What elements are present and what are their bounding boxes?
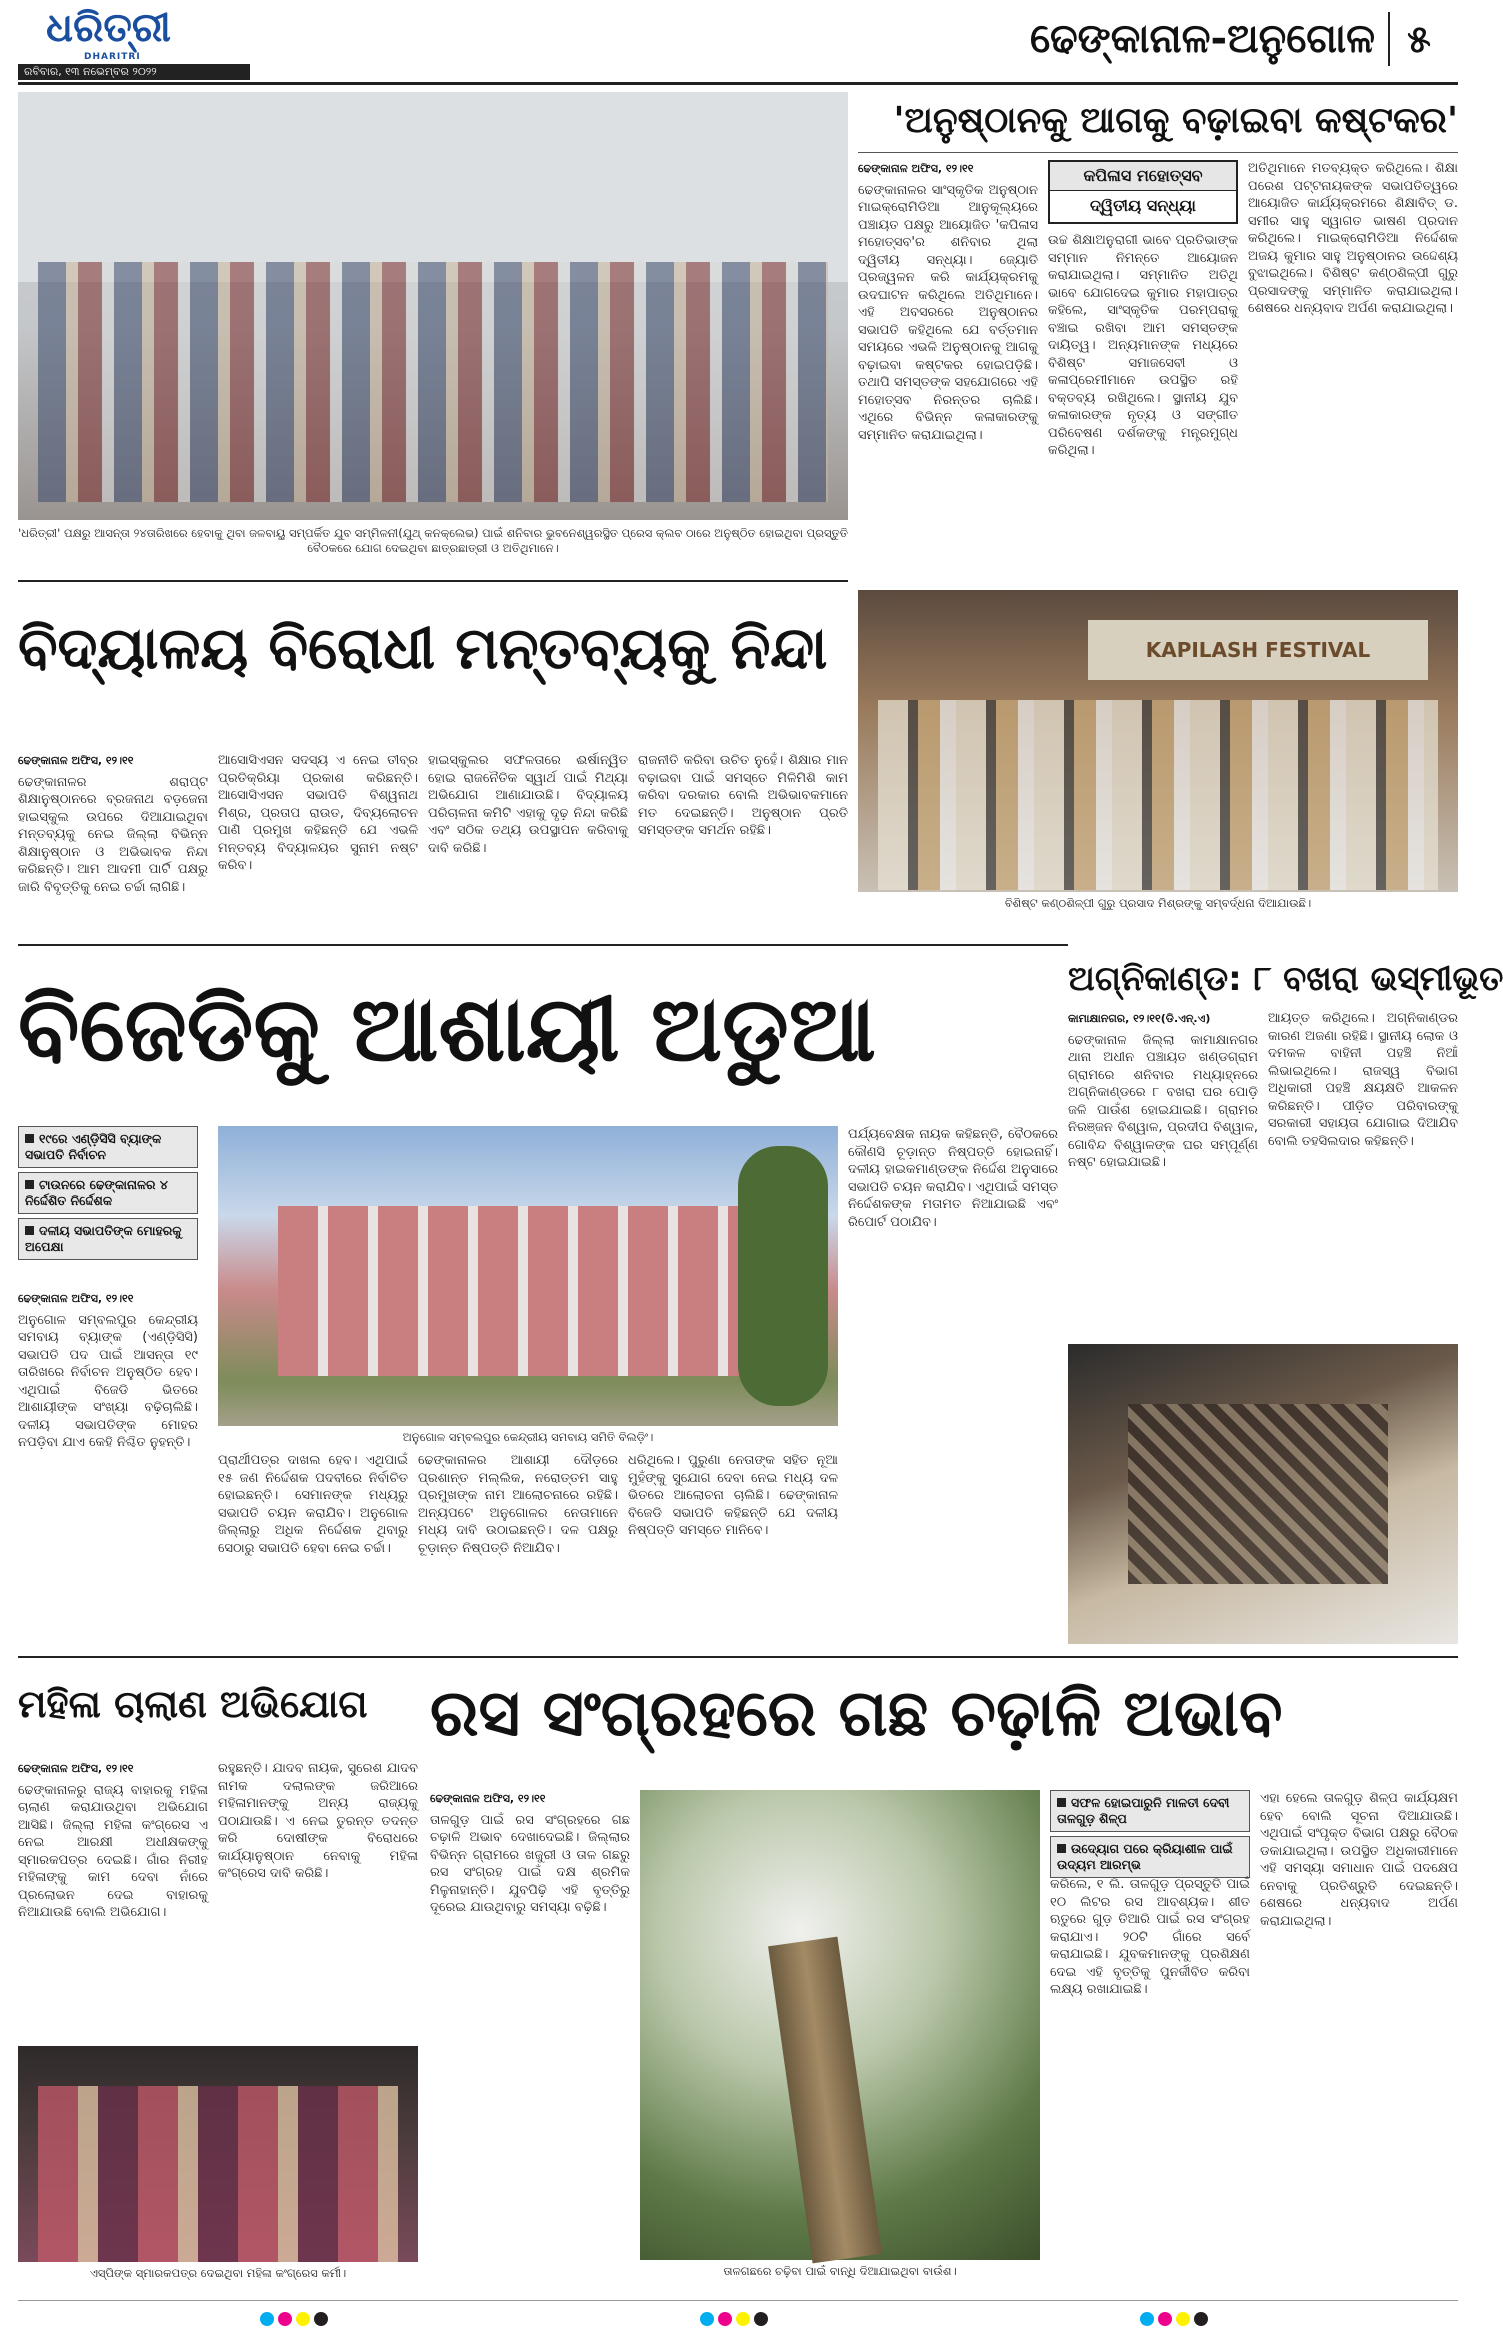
group-photo-caption: 'ଧରିତ୍ରୀ' ପକ୍ଷରୁ ଆସନ୍ତା ୨୪ତାରିଖରେ ହେବାକୁ ଥିବା ଜଳବାୟୁ ସମ୍ପର୍କିତ ଯୁବ ସମ୍ମିଳନୀ(ଯୁଥ୍ କନକ୍ଲେଭ) ପାଇଁ ଶନିବାର ଭୁବନେଶ୍ୱରସ୍ଥିତ ପ୍ରେସ କ୍ଲବ ଠାରେ ଅନୁଷ୍ଠିତ ହୋଇଥିବା ପ୍ରସ୍ତୁତି ବୈଠକରେ ଯୋଗ ଦେଇଥିବା ଛାତ୍ରଛାତ୍ରୀ ଓ ଅତିଥିମାନେ। (18, 526, 848, 555)
fire-dateline: କାମାକ୍ଷାନଗର, ୧୨।୧୧(ଡି.ଏନ୍.ଏ) (1068, 1012, 1211, 1025)
logo: ଧରିତ୍ରୀ (46, 4, 171, 51)
school-top-rule (18, 580, 848, 582)
building-trees (738, 1146, 828, 1406)
swatch-cyan (260, 2312, 274, 2326)
women-col-1: ଢେଙ୍କାନାଳ ଅଫିସ, ୧୨।୧୧ ଢେଙ୍କାନାଳରୁ ରାଜ୍ୟ ବାହାରକୁ ମହିଳା ଚାଲାଣ କରାଯାଉଥିବା ଅଭିଯୋଗ ଆସିଛି। ଜିଲ୍ଲା ମହିଳା କଂଗ୍ରେସ ଏ ନେଇ ଆରକ୍ଷୀ ଅଧୀକ୍ଷକଙ୍କୁ ସ୍ମାରକପତ୍ର ଦେଇଛି। ଗାଁର ନିରୀହ ମହିଳାଙ୍କୁ କାମ ଦେବା ନାଁରେ ପ୍ରଲୋଭନ ଦେଇ ବାହାରକୁ ନିଆଯାଉଛି ବୋଲି ଅଭିଯୋଗ। (18, 1762, 208, 1920)
sap-bullet-1: ସଫଳ ହୋଇପାରୁନି ମାଳତୀ ଦେବୀ ତାଳଗୁଡ଼ ଶିଳ୍ପ (1050, 1790, 1250, 1832)
festival-rule (858, 152, 1458, 153)
group-photo (18, 92, 848, 520)
people-row (38, 262, 828, 502)
festival-dateline: ଢେଙ୍କାନାଳ ଅଫିସ, ୧୨।୧୧ (858, 162, 974, 175)
bjd-bullet-2: ଟାଉନରେ ଢେଙ୍କାନାଳର ୪ ନିର୍ଦ୍ଦେଶିତ ନିର୍ଦ୍ଦେଶକ (18, 1172, 198, 1214)
school-headline: ବିଦ୍ୟାଳୟ ବିରୋଧୀ ମନ୍ତବ୍ୟକୁ ନିନ୍ଦା (18, 614, 828, 682)
masthead-rule (18, 82, 1458, 85)
masthead (0, 0, 1477, 78)
footer (0, 2300, 1477, 2339)
women-group (38, 2086, 398, 2262)
festival-photo (858, 590, 1458, 892)
fire-photo (1068, 1344, 1458, 1644)
bjd-col-5: ପର୍ଯ୍ୟବେକ୍ଷକ ନାୟକ କହିଛନ୍ତି, ବୈଠକରେ କୌଣସି ଚୂଡ଼ାନ୍ତ ନିଷ୍ପତ୍ତି ହୋଇନାହିଁ। ଦଳୀୟ ହାଇକମାଣ୍ଡଙ୍କ ନିର୍ଦ୍ଦେଶ ଅନୁସାରେ ସଭାପତି ଚୟନ କରାଯିବ। ଏଥିପାଇଁ ସମସ୍ତ ନିର୍ଦ୍ଦେଶକଙ୍କ ମତାମତ ନିଆଯାଇଛି ଏବଂ ରିପୋର୍ଟ ପଠାଯିବ। (848, 1127, 1058, 1230)
bjd-bullets (18, 1126, 198, 1260)
sap-dateline: ଢେଙ୍କାନାଳ ଅଫିସ, ୧୨।୧୧ (430, 1792, 546, 1805)
bjd-col-2: ପ୍ରାର୍ଥୀପତ୍ର ଦାଖଲ ହେବ। ଏଥିପାଇଁ ୧୫ ଜଣ ନିର୍ଦ୍ଦେଶକ ପଦବୀରେ ନିର୍ବାଚିତ ହୋଇଛନ୍ତି। ସେମାନଙ୍କ ମଧ୍ୟରୁ ସଭାପତି ଚୟନ କରାଯିବ। ଅନୁଗୋଳ ଜିଲ୍ଲାରୁ ଅଧିକ ନିର୍ଦ୍ଦେଶକ ଥିବାରୁ ସେଠାରୁ ସଭାପତି ହେବା ନେଇ ଚର୍ଚ୍ଚା। (218, 1453, 408, 1556)
women-top-rule (18, 1656, 1458, 1658)
sap-col-1: ଢେଙ୍କାନାଳ ଅଫିସ, ୧୨।୧୧ ତାଳଗୁଡ଼ ପାଇଁ ରସ ସଂଗ୍ରହରେ ଗଛ ଚଢ଼ାଳି ଅଭାବ ଦେଖାଦେଇଛି। ଜିଲ୍ଲାର ବିଭିନ୍ନ ଗ୍ରାମରେ ଖଜୁରୀ ଓ ତାଳ ଗଛରୁ ରସ ସଂଗ୍ରହ ପାଇଁ ଦକ୍ଷ ଶ୍ରମିକ ମିଳୁନାହାନ୍ତି। ଯୁବପିଢ଼ି ଏହି ବୃତ୍ତିରୁ ଦୂରେଇ ଯାଉଥିବାରୁ ସମସ୍ୟା ବଢ଼ିଛି। (430, 1792, 630, 1915)
swatch-yellow (1176, 2312, 1190, 2326)
bjd-dateline: ଢେଙ୍କାନାଳ ଅଫିସ, ୧୨।୧୧ (18, 1292, 134, 1305)
swatch-magenta (1158, 2312, 1172, 2326)
women-photo (18, 2046, 418, 2262)
festival-col-3: ଅତିଥିମାନେ ମତବ୍ୟକ୍ତ କରିଥିଲେ। ଶିକ୍ଷା ପରେଶ ପଟ୍ଟନାୟକଙ୍କ ସଭାପତିତ୍ୱରେ ଆୟୋଜିତ କାର୍ଯ୍ୟକ୍ରମରେ ଶିକ୍ଷାବିତ୍ ଡ. ସମୀର ସାହୁ ସ୍ୱାଗତ ଭାଷଣ ପ୍ରଦାନ କରିଥିଲେ। ମାଇକ୍ରୋମିଡିଆ ନିର୍ଦ୍ଦେଶକ ଅଜୟ କୁମାର ସାହୁ ଅନୁଷ୍ଠାନର ଉଦ୍ଦେଶ୍ୟ ବୁଝାଇଥିଲେ। ବିଶିଷ୍ଟ କଣ୍ଠଶିଳ୍ପୀ ଗୁରୁ ପ୍ରସାଦଙ୍କୁ ସମ୍ମାନିତ କରାଯାଇଥିଲା। ଶେଷରେ ଧନ୍ୟବାଦ ଅର୍ପଣ କରାଯାଇଥିଲା। (1248, 161, 1458, 316)
bjd-top-rule (18, 944, 1068, 946)
festival-photo-caption: ବିଶିଷ୍ଟ କଣ୍ଠଶିଳ୍ପୀ ଗୁରୁ ପ୍ରସାଦ ମିଶ୍ରଙ୍କୁ ସମ୍ବର୍ଦ୍ଧନା ଦିଆଯାଉଛି। (1004, 896, 1312, 910)
bjd-headline: ବିଜେଡିକୁ ଆଶାୟୀ ଅଡୁଆ (18, 977, 876, 1082)
women-photo-caption: ଏସ୍‌ପିଙ୍କ ସ୍ମାରକପତ୍ର ଦେଇଥିବା ମହିଳା କଂଗ୍ରେସ କର୍ମୀ। (89, 2266, 347, 2280)
palm-tree-photo (640, 1790, 1040, 2260)
burnt-roof (1128, 1404, 1388, 1584)
school-col-2: ଆସୋସିଏସନ ସଦସ୍ୟ ଏ ନେଇ ତୀବ୍ର ପ୍ରତିକ୍ରିୟା ପ୍ରକାଶ କରିଛନ୍ତି। ଆସୋସିଏସନ ସଭାପତି ବିଶ୍ୱନାଥ ମିଶ୍ର, ପ୍ରତାପ ରାଉତ, ଦିବ୍ୟଲୋଚନ ପାଣି ପ୍ରମୁଖ କହିଛନ୍ତି ଯେ ଏଭଳି ମନ୍ତବ୍ୟ ବିଦ୍ୟାଳୟର ସୁନାମ ନଷ୍ଟ କରିବ। (218, 753, 418, 873)
section-title: ଢେଙ୍କାନାଳ-ଅନୁଗୋଳ (1029, 16, 1375, 62)
swatch-cyan (1140, 2312, 1154, 2326)
fire-headline: ଅଗ୍ନିକାଣ୍ଡ: ୮ ବଖରା ଭସ୍ମୀଭୂତ (1068, 959, 1503, 999)
sap-bullets (1050, 1790, 1250, 1878)
festival-col-1: ଢେଙ୍କାନାଳ ଅଫିସ, ୧୨।୧୧ ଢେଙ୍କାନାଳର ସାଂସ୍କୃତିକ ଅନୁଷ୍ଠାନ ମାଇକ୍ରୋମିଡିଆ ଆନୁକୂଲ୍ୟରେ ପଞ୍ଚାୟତ ପକ୍ଷରୁ ଆୟୋଜିତ 'କପିଳାସ ମହୋତ୍ସବ'ର ଶନିବାର ଥିଲା ଦ୍ୱିତୀୟ ସନ୍ଧ୍ୟା। ଜ୍ୟୋତି ପ୍ରଜ୍ୱଳନ କରି କାର୍ଯ୍ୟକ୍ରମକୁ ଉଦଘାଟନ କରିଥିଲେ ଅତିଥିମାନେ। ଏହି ଅବସରରେ ଅନୁଷ୍ଠାନର ସଭାପତି କହିଥିଲେ ଯେ ବର୍ତ୍ତମାନ ସମୟରେ ଏଭଳି ଅନୁଷ୍ଠାନକୁ ଆଗକୁ ବଢ଼ାଇବା କଷ୍ଟକର ହୋଇପଡ଼ିଛି। ତଥାପି ସମସ୍ତଙ୍କ ସହଯୋଗରେ ଏହି ମହୋତ୍ସବ ନିରନ୍ତର ଚାଲିଛି। ଏଥିରେ ବିଭିନ୍ନ କଳାକାରଙ୍କୁ ସମ୍ମାନିତ କରାଯାଇଥିଲା। (858, 162, 1038, 443)
swatch-black (754, 2312, 768, 2326)
footer-rule (18, 2300, 1458, 2301)
women-dateline: ଢେଙ୍କାନାଳ ଅଫିସ, ୧୨।୧୧ (18, 1762, 134, 1775)
color-swatches-right (1140, 2312, 1220, 2328)
women-headline: ମହିଳା ଚାଲାଣ ଅଭିଯୋଗ (18, 1682, 368, 1726)
palm-photo-caption: ତାଳଗଛରେ ଚଢ଼ିବା ପାଇଁ ବାନ୍ଧି ଦିଆଯାଇଥିବା ବାଉଁଶ। (723, 2264, 957, 2278)
fire-col-2: ଆୟତ୍ତ କରିଥିଲେ। ଅଗ୍ନିକାଣ୍ଡର କାରଣ ଅଜଣା ରହିଛି। ସ୍ଥାନୀୟ ଲୋକ ଓ ଦମକଳ ବାହିନୀ ପହଞ୍ଚି ନିଆଁ ଲିଭାଇଥିଲେ। ରାଜସ୍ୱ ବିଭାଗ ଅଧିକାରୀ ପହଞ୍ଚି କ୍ଷୟକ୍ଷତି ଆକଳନ କରିଛନ୍ତି। ପୀଡ଼ିତ ପରିବାରଙ୍କୁ ସରକାରୀ ସହାୟତା ଯୋଗାଇ ଦିଆଯିବ ବୋଲି ତହସିଲଦାର କହିଛନ୍ତି। (1268, 1011, 1458, 1149)
festival-people (878, 700, 1438, 890)
bjd-col-4: ଧରିଥିଲେ। ପୁରୁଣା ନେତାଙ୍କ ସହିତ ନୂଆ ମୁହଁଙ୍କୁ ସୁଯୋଗ ଦେବା ନେଇ ମଧ୍ୟ ଦଳ ଭିତରେ ଆଲୋଚନା ଚାଲିଛି। ଢେଙ୍କାନାଳ ବିଜେଡି ସଭାପତି କହିଛନ୍ତି ଯେ ଦଳୀୟ ନିଷ୍ପତ୍ତି ସମସ୍ତେ ମାନିବେ। (628, 1453, 838, 1538)
masthead-date: ରବିବାର, ୧୩ ନଭେମ୍ବର ୨୦୨୨ (24, 65, 157, 78)
sap-col-2: କରିଲେ, ୧ ଲି. ତାଳଗୁଡ଼ ପ୍ରସ୍ତୁତି ପାଇଁ ୧୦ ଲିଟର ରସ ଆବଶ୍ୟକ। ଶୀତ ଋତୁରେ ଗୁଡ଼ ତିଆରି ପାଇଁ ରସ ସଂଗ୍ରହ କରାଯାଏ। ୨୦ଟି ଗାଁରେ ସର୍ବେ କରାଯାଇଛି। ଯୁବକମାନଙ୍କୁ ପ୍ରଶିକ୍ଷଣ ଦେଇ ଏହି ବୃତ୍ତିକୁ ପୁନର୍ଜୀବିତ କରିବା ଲକ୍ଷ୍ୟ ରଖାଯାଇଛି। (1050, 1877, 1250, 1997)
bjd-col-3: ଢେଙ୍କାନାଳର ଆଶାୟୀ ଦୌଡ଼ରେ ପ୍ରଶାନ୍ତ ମଲ୍ଲିକ, ନରୋତ୍ତମ ସାହୁ ପ୍ରମୁଖଙ୍କ ନାମ ଆଲୋଚନାରେ ରହିଛି। ଅନ୍ୟପଟେ ଅନୁଗୋଳର ନେତାମାନେ ମଧ୍ୟ ଦାବି ଉଠାଇଛନ୍ତି। ଦଳ ପକ୍ଷରୁ ଚୂଡ଼ାନ୍ତ ନିଷ୍ପତ୍ତି ନିଆଯିବ। (418, 1453, 618, 1556)
color-swatches-center (700, 2312, 780, 2328)
swatch-cyan (700, 2312, 714, 2326)
masthead-date-bar (18, 64, 250, 80)
sap-col-3: ଏହା ହେଲେ ତାଳଗୁଡ଼ ଶିଳ୍ପ କାର୍ଯ୍ୟକ୍ଷମ ହେବ ବୋଲି ସୂଚନା ଦିଆଯାଉଛି। ଏଥିପାଇଁ ସଂପୃକ୍ତ ବିଭାଗ ପକ୍ଷରୁ ବୈଠକ ଡକାଯାଇଥିଲା। ଉପସ୍ଥିତ ଅଧିକାରୀମାନେ ଏହି ସମସ୍ୟା ସମାଧାନ ପାଇଁ ପଦକ୍ଷେପ ନେବାକୁ ପ୍ରତିଶ୍ରୁତି ଦେଇଛନ୍ତି। ଶେଷରେ ଧନ୍ୟବାଦ ଅର୍ପଣ କରାଯାଇଥିଲା। (1260, 1791, 1458, 1929)
bank-photo-caption: ଅନୁଗୋଳ ସମ୍ବଲପୁର କେନ୍ଦ୍ରୀୟ ସମବାୟ ସମିତି ବିଲଡ଼ିଂ। (402, 1430, 654, 1444)
logo-subtitle: DHARITRI (84, 52, 141, 62)
festival-col-2: ଉଚ୍ଚ ଶିକ୍ଷାଅନୁରାଗୀ ଭାବେ ପ୍ରତିଭାଙ୍କ ସମ୍ମାନ ନିମନ୍ତେ ଆୟୋଜନ କରାଯାଇଥିଲା। ସମ୍ମାନିତ ଅତିଥି ଭାବେ ଯୋଗଦେଇ କୁମାର ମହାପାତ୍ର କହିଲେ, ସାଂସ୍କୃତିକ ପରମ୍ପରାକୁ ବଞ୍ଚାଇ ରଖିବା ଆମ ସମସ୍ତଙ୍କ ଦାୟିତ୍ୱ। ଅନ୍ୟମାନଙ୍କ ମଧ୍ୟରେ ବିଶିଷ୍ଟ ସମାଜସେବୀ ଓ କଳାପ୍ରେମୀମାନେ ଉପସ୍ଥିତ ରହି ବକ୍ତବ୍ୟ ରଖିଥିଲେ। ସ୍ଥାନୀୟ ଯୁବ କଳାକାରଙ୍କ ନୃତ୍ୟ ଓ ସଙ୍ଗୀତ ପରିବେଷଣ ଦର୍ଶକଙ୍କୁ ମନ୍ତ୍ରମୁଗ୍ଧ କରିଥିଲା। (1048, 233, 1238, 458)
swatch-magenta (278, 2312, 292, 2326)
festival-box-subtitle: ଦ୍ୱିତୀୟ ସନ୍ଧ୍ୟା (1090, 196, 1196, 215)
school-col-3: ହାଇସ୍କୁଲର ସଫଳତାରେ ଈର୍ଷାନ୍ୱିତ ହୋଇ ରାଜନୈତିକ ସ୍ୱାର୍ଥ ପାଇଁ ମିଥ୍ୟା ଅଭିଯୋଗ ଆଣାଯାଉଛି। ବିଦ୍ୟାଳୟ ପରିଚାଳନା କମିଟି ଏହାକୁ ଦୃଢ଼ ନିନ୍ଦା କରିଛି ଏବଂ ସଠିକ ତଥ୍ୟ ଉପସ୍ଥାପନ କରିବାକୁ ଦାବି କରିଛି। (428, 753, 628, 856)
festival-headline: 'ଅନୁଷ୍ଠାନକୁ ଆଗକୁ ବଢ଼ାଇବା କଷ୍ଟକର' (893, 100, 1458, 141)
bjd-bullet-3: ଦଳୀୟ ସଭାପତିଙ୍କ ମୋହରକୁ ଅପେକ୍ଷା (18, 1218, 198, 1260)
swatch-black (314, 2312, 328, 2326)
festival-box (1048, 160, 1238, 224)
school-col-4: ରାଜନୀତି କରିବା ଉଚିତ ନୁହେଁ। ଶିକ୍ଷାର ମାନ ବଢ଼ାଇବା ପାଇଁ ସମସ୍ତେ ମିଳିମିଶି କାମ କରିବା ଦରକାର ବୋଲି ଅଭିଭାବକମାନେ ମତ ଦେଇଛନ୍ତି। ଅନୁଷ୍ଠାନ ପ୍ରତି ସମସ୍ତଙ୍କ ସମର୍ଥନ ରହିଛି। (638, 753, 848, 838)
page-number: ୫ (1388, 12, 1448, 66)
swatch-yellow (736, 2312, 750, 2326)
sap-headline: ରସ ସଂଗ୍ରହରେ ଗଛ ଚଢ଼ାଳି ଅଭାବ (430, 1677, 1283, 1751)
color-swatches-left (260, 2312, 340, 2328)
sap-bullet-2: ଉଦ୍ୟୋଗ ପରେ କ୍ରିୟାଶୀଳ ପାଇଁ ଉଦ୍ୟମ ଆରମ୍ଭ (1050, 1836, 1250, 1878)
festival-banner: KAPILASH FESTIVAL (1088, 620, 1428, 680)
bank-building-photo (218, 1126, 838, 1426)
school-col-1: ଢେଙ୍କାନାଳ ଅଫିସ, ୧୨।୧୧ ଢେଙ୍କାନାଳର ଶରାପ୍ଟ ଶିକ୍ଷାନୁଷ୍ଠାନରେ ବ୍ରଜନାଥ ବଡ଼ଜେନା ହାଇସ୍କୁଲ ଉପରେ ଦିଆଯାଇଥିବା ମନ୍ତବ୍ୟକୁ ନେଇ ଜିଲ୍ଲା ବିଭିନ୍ନ ଶିକ୍ଷାନୁଷ୍ଠାନ ଓ ଅଭିଭାବକ ନିନ୍ଦା କରିଛନ୍ତି। ଆମ ଆଦମୀ ପାର୍ଟି ପକ୍ଷରୁ ଜାରି ବିବୃତ୍ତିକୁ ନେଇ ଚର୍ଚ୍ଚା ଲାଗିଛି। (18, 754, 208, 895)
women-col-2: ରହୁଛନ୍ତି। ଯାଦବ ନାୟକ, ସୁରେଶ ଯାଦବ ନାମକ ଦଲାଲଙ୍କ ଜରିଆରେ ମହିଳାମାନଙ୍କୁ ଅନ୍ୟ ରାଜ୍ୟକୁ ପଠାଯାଉଛି। ଏ ନେଇ ତୁରନ୍ତ ତଦନ୍ତ କରି ଦୋଷୀଙ୍କ ବିରୋଧରେ କାର୍ଯ୍ୟାନୁଷ୍ଠାନ ନେବାକୁ ମହିଳା କଂଗ୍ରେସ ଦାବି କରିଛି। (218, 1761, 418, 1881)
fire-col-1: କାମାକ୍ଷାନଗର, ୧୨।୧୧(ଡି.ଏନ୍.ଏ) ଢେଙ୍କାନାଳ ଜିଲ୍ଲା କାମାକ୍ଷାନଗର ଥାନା ଅଧୀନ ପଞ୍ଚାୟତ ଖଣ୍ଡଗ୍ରାମ ଗ୍ରାମରେ ଶନିବାର ମଧ୍ୟାହ୍ନରେ ଅଗ୍ନିକାଣ୍ଡରେ ୮ ବଖରା ଘର ପୋଡ଼ି ଜଳି ପାଉଁଶ ହୋଇଯାଇଛି। ଗ୍ରାମର ନିରଞ୍ଜନ ବିଶ୍ୱାଳ, ପ୍ରଦୀପ ବିଶ୍ୱାଳ, ଗୋବିନ୍ଦ ବିଶ୍ୱାଳଙ୍କ ଘର ସମ୍ପୂର୍ଣ୍ଣ ନଷ୍ଟ ହୋଇଯାଇଛି। (1068, 1012, 1258, 1170)
school-dateline: ଢେଙ୍କାନାଳ ଅଫିସ, ୧୨।୧୧ (18, 754, 134, 767)
festival-box-title: କପିଳାସ ମହୋତ୍ସବ (1050, 162, 1236, 191)
palm-trunk (768, 1937, 882, 2264)
swatch-black (1194, 2312, 1208, 2326)
swatch-magenta (718, 2312, 732, 2326)
bjd-col-1: ଢେଙ୍କାନାଳ ଅଫିସ, ୧୨।୧୧ ଅନୁଗୋଳ ସମ୍ବଲପୁର କେନ୍ଦ୍ରୀୟ ସମବାୟ ବ୍ୟାଙ୍କ (ଏଣ୍ଡ଼ିସିସି) ସଭାପତି ପଦ ପାଇଁ ଆସନ୍ତା ୧୯ ତାରିଖରେ ନିର୍ବାଚନ ଅନୁଷ୍ଠିତ ହେବ। ଏଥିପାଇଁ ବିଜେଡି ଭିତରେ ଆଶାୟୀଙ୍କ ସଂଖ୍ୟା ବଢ଼ିଚାଲିଛି। ଦଳୀୟ ସଭାପତିଙ୍କ ମୋହର ନପଡ଼ିବା ଯାଏ କେହି ନିଶ୍ଚିତ ନୁହନ୍ତି। (18, 1292, 198, 1450)
photo-backdrop (18, 92, 848, 282)
building-facade (278, 1206, 758, 1376)
swatch-yellow (296, 2312, 310, 2326)
bjd-bullet-1: ୧୯ରେ ଏଣ୍ଡ଼ିସିସି ବ୍ୟାଙ୍କ ସଭାପତି ନିର୍ବାଚନ (18, 1126, 198, 1168)
